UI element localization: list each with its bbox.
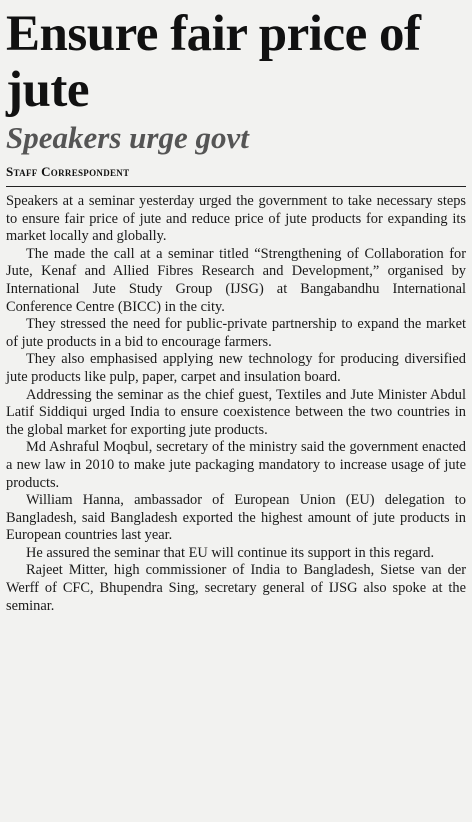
byline-divider — [6, 186, 466, 187]
subheadline: Speakers urge govt — [6, 120, 249, 155]
paragraph: They stressed the need for public-private partnership to expand the market of jute products in a bid to encourage farmers. — [6, 316, 466, 350]
paragraph: Speakers at a seminar yesterday urged the government to take necessary steps to ensure fair price of jute and reduce price of jute products for expanding its market locally and globally. — [6, 193, 466, 245]
paragraph: Md Ashraful Moqbul, secretary of the ministry said the government enacted a new law in 2010 to make jute packaging mandatory to increase usage of jute products. — [6, 439, 466, 491]
paragraph: They also emphasised applying new technology for producing diversified jute products like pulp, paper, carpet and insulation board. — [6, 351, 466, 385]
paragraph: The made the call at a seminar titled “Strengthening of Collaboration for Jute, Kenaf and Allied Fibres Research and Development,” organised by International Jute Study Group (IJSG) at Bangabandhu International Conference Centre (BICC) in the city. — [6, 245, 466, 315]
headline: Ensure fair price of jute — [6, 6, 421, 118]
paragraph: He assured the seminar that EU will continue its support in this regard. — [26, 544, 435, 561]
paragraph: William Hanna, ambassador of European Union (EU) delegation to Bangladesh, said Bangladesh exported the highest amount of jute products in European countries last year. — [6, 492, 466, 544]
paragraph: Addressing the seminar as the chief guest, Textiles and Jute Minister Abdul Latif Siddiqui urged India to ensure coexistence between the two countries in the global market for exporting jute products. — [6, 386, 466, 438]
paragraph: Rajeet Mitter, high commissioner of India to Bangladesh, Sietse van der Werff of CFC, Bhupendra Sing, secretary general of IJSG also spoke at the seminar. — [6, 562, 466, 614]
article-body — [6, 193, 466, 615]
byline: Staff Correspondent — [6, 164, 130, 179]
